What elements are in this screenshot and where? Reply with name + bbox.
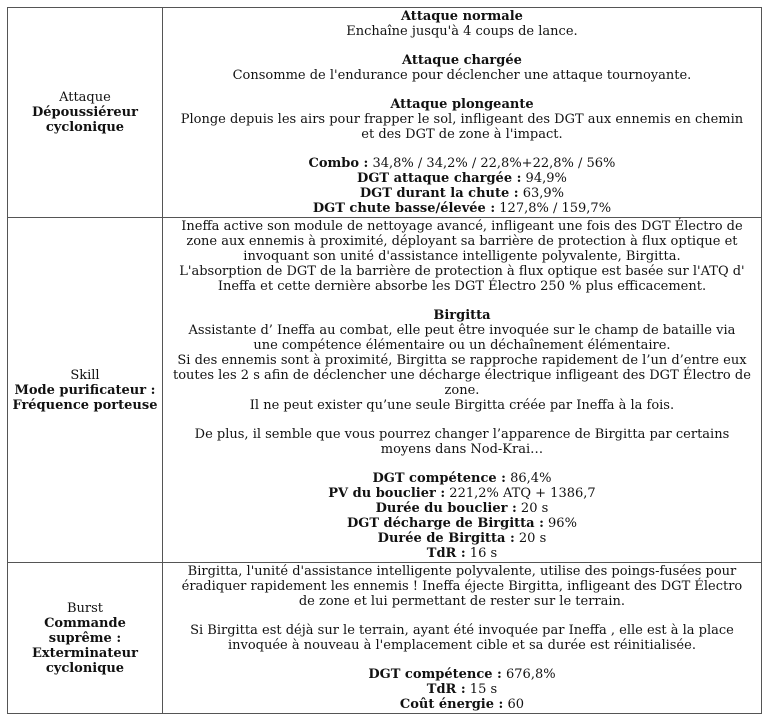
block-text: Enchaîne jusqu'à 4 coups de lance. — [346, 24, 578, 39]
stat-label: TdR : — [426, 546, 466, 561]
talent-label-cell — [8, 8, 163, 218]
talent-type: Skill — [70, 367, 100, 383]
talent-type: Attaque — [59, 90, 111, 105]
stat-line — [171, 697, 753, 712]
stat-value: 127,8% / 159,7% — [495, 201, 612, 216]
stat-label: DGT chute basse/élevée : — [312, 201, 496, 216]
talent-name: Commande suprême : Exterminateur cyclonique — [32, 615, 138, 676]
stat-value: 16 s — [465, 546, 498, 561]
subsection-text: Il ne peut exister qu’une seule Birgitta créée par Ineffa à la fois. — [249, 398, 675, 413]
stat-line — [171, 546, 753, 561]
subsection-text: Assistante d’ Ineffa au combat, elle peut être invoquée sur le champ de bataille via une compétence élémentaire ou un déchaînement élémentaire. — [188, 323, 736, 353]
stat-value: 676,8% — [501, 667, 556, 682]
talent-row-attack — [8, 8, 762, 218]
stat-label: DGT attaque chargée : — [357, 171, 522, 186]
stat-value: 15 s — [465, 682, 498, 697]
stat-line — [171, 201, 753, 216]
block-text: Plonge depuis les airs pour frapper le sol, infligeant des DGT aux ennemis en chemin et des DGT de zone à l'impact. — [180, 112, 744, 142]
stat-label: Durée de Birgitta : — [377, 531, 515, 546]
stat-value: 94,9% — [521, 171, 567, 186]
talent-row-burst — [8, 563, 762, 714]
stat-label: DGT compétence : — [368, 667, 502, 682]
intro-text: Ineffa active son module de nettoyage avancé, infligeant une fois des DGT Électro de zone aux ennemis à proximité, déployant sa barrière de protection à flux optique et invoquant son unité d'assistance intelligente polyvalente, Birgitta. — [181, 219, 743, 264]
talent-type: Burst — [66, 600, 103, 616]
stat-value: 20 s — [514, 531, 547, 546]
stat-line — [171, 682, 753, 697]
block-text: Consomme de l'endurance pour déclencher une attaque tournoyante. — [232, 68, 692, 83]
stat-label: TdR : — [426, 682, 466, 697]
block-title: Attaque chargée — [402, 53, 522, 68]
burst-text: Birgitta, l'unité d'assistance intelligente polyvalente, utilise des poings-fusées pour éradiquer rapidement les ennemis ! Ineffa éjecte Birgitta, infligeant des DGT Électro de zone et lui permettant de rester sur le terrain. — [181, 564, 743, 609]
stat-label: DGT durant la chute : — [359, 186, 519, 201]
talent-name: Dépoussiéreur cyclonique — [31, 105, 138, 135]
stat-line — [171, 516, 753, 531]
stat-label: PV du bouclier : — [328, 486, 446, 501]
subsection-title: Birgitta — [433, 308, 491, 323]
talent-name: Mode purificateur : Fréquence porteuse — [12, 382, 158, 413]
burst-text: Si Birgitta est déjà sur le terrain, ayant été invoquée par Ineffa , elle est à la place invoquée à nouveau à l'emplacement cible et sa durée est réinitialisée. — [190, 623, 734, 653]
subsection-text: Si des ennemis sont à proximité, Birgitta se rapproche rapidement de l’un d’entre eux toutes les 2 s afin de déclencher une décharge électrique infligeant des DGT Électro de zone. — [173, 353, 751, 398]
talents-table — [7, 7, 762, 714]
stat-value: 20 s — [516, 501, 549, 516]
talent-label-cell — [8, 563, 163, 714]
stat-label: DGT compétence : — [372, 471, 506, 486]
stat-line — [171, 171, 753, 186]
stat-line — [171, 471, 753, 486]
talent-row-skill — [8, 218, 762, 563]
talent-label-cell — [8, 218, 163, 563]
stat-value: 63,9% — [518, 186, 565, 201]
stat-line — [171, 186, 753, 201]
stat-line — [171, 531, 753, 546]
stat-value: 60 — [503, 697, 525, 712]
intro-text: L'absorption de DGT de la barrière de protection à flux optique est basée sur l'ATQ d' Ineffa et cette dernière absorbe les DGT Électro 250 % plus efficacement. — [179, 264, 745, 294]
talent-description-cell — [162, 218, 761, 563]
stat-label: Combo : — [308, 156, 369, 171]
talent-description-cell — [162, 8, 761, 218]
extra-text: De plus, il semble que vous pourrez changer l’apparence de Birgitta par certains moyens dans Nod-Krai… — [194, 427, 730, 457]
stat-label: Coût énergie : — [399, 697, 504, 712]
stat-line — [171, 667, 753, 682]
stat-label: DGT décharge de Birgitta : — [346, 516, 544, 531]
stat-line — [171, 156, 753, 171]
stat-value: 34,8% / 34,2% / 22,8%+22,8% / 56% — [368, 156, 616, 171]
stat-value: 86,4% — [506, 471, 552, 486]
block-title: Attaque normale — [400, 9, 523, 24]
stat-value: 221,2% ATQ + 1386,7 — [445, 486, 596, 501]
talent-description-cell — [162, 563, 761, 714]
stat-line — [171, 486, 753, 501]
stat-label: Durée du bouclier : — [375, 501, 517, 516]
block-title: Attaque plongeante — [390, 97, 534, 112]
stat-line — [171, 501, 753, 516]
stat-value: 96% — [543, 516, 577, 531]
